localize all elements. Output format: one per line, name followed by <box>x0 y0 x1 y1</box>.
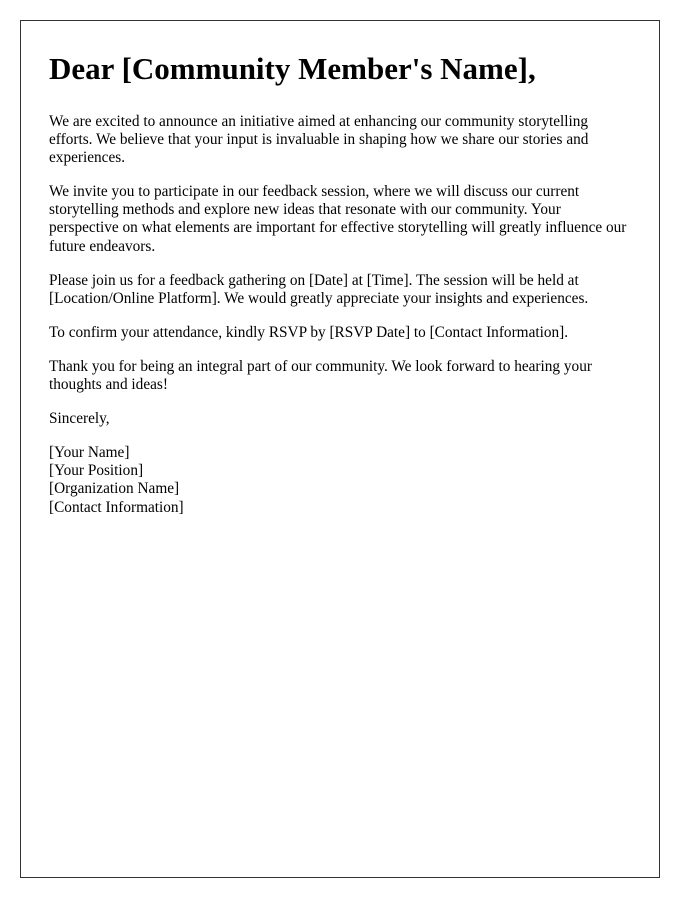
paragraph-rsvp: To confirm your attendance, kindly RSVP by [RSVP Date] to [Contact Information]. <box>49 323 569 341</box>
signature-block <box>49 444 634 516</box>
signature-position: [Your Position] <box>49 462 144 480</box>
signature-name: [Your Name] <box>49 444 130 462</box>
letter-page <box>20 20 660 878</box>
letter-greeting: Dear [Community Member's Name], <box>49 51 536 86</box>
paragraph-invitation: We invite you to participate in our feedback session, where we will discuss our current storytelling methods and explore new ideas that resonate with our community. Your perspective on what elements are important for effective storytelling will greatly influence our future endeavors. <box>49 183 627 255</box>
signature-organization: [Organization Name] <box>49 480 180 498</box>
letter-content <box>49 49 634 517</box>
paragraph-thanks: Thank you for being an integral part of our community. We look forward to hearing your thoughts and ideas! <box>49 357 592 394</box>
paragraph-intro: We are excited to announce an initiative aimed at enhancing our community storytelling efforts. We believe that your input is invaluable in shaping how we share our stories and experiences. <box>49 113 589 167</box>
letter-closing: Sincerely, <box>49 410 110 428</box>
paragraph-session-details: Please join us for a feedback gathering on [Date] at [Time]. The session will be held at [Location/Online Platform]. We would greatly appreciate your insights and experiences. <box>49 271 589 307</box>
signature-contact: [Contact Information] <box>49 498 184 516</box>
